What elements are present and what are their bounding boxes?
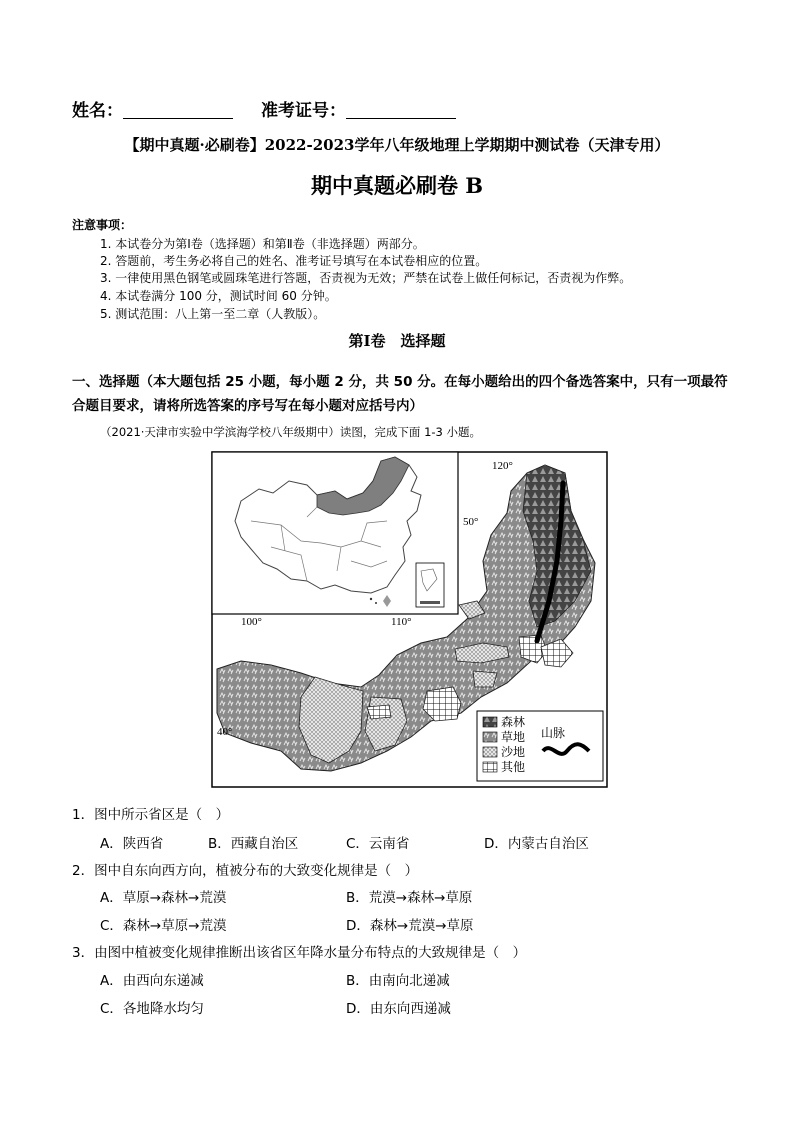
notice-item: 4. 本试卷满分 100 分，测试时间 60 分钟。 — [100, 289, 337, 303]
lat-50-label: 50° — [463, 516, 479, 528]
notice-heading: 注意事项： — [72, 218, 133, 232]
legend-forest-label: 森林 — [501, 715, 526, 729]
question-source: （2021·天津市实验中学滨海学校八年级期中）读图，完成下面 1-3 小题。 — [100, 425, 482, 439]
notice-item: 3. 一律使用黑色钢笔或圆珠笔进行答题，否责视为无效；严禁在试卷上做任何标记，否责视为作弊。 — [100, 271, 632, 285]
question-3-stem: 3．由图中植被变化规律推断出该省区年降水量分布特点的大致规律是（ ） — [72, 945, 527, 961]
legend-other-swatch — [483, 762, 497, 772]
legend-grass-swatch — [483, 732, 497, 742]
question-3-option-b[interactable]: B．由南向北递减 — [346, 973, 450, 989]
question-2-option-d[interactable]: D．森林→荒漠→草原 — [346, 918, 474, 934]
question-1-option-d[interactable]: D．内蒙古自治区 — [484, 836, 589, 852]
part-one-instructions: 一、选择题（本大题包括 25 小题，每小题 2 分，共 50 分。在每小题给出的四个备选答案中，只有一项最符合题目要求，请将所选答案的序号写在每小题对应括号内） — [72, 374, 728, 414]
lon-110-label: 110° — [391, 616, 412, 628]
map-legend — [477, 711, 603, 781]
inner-mongolia-vegetation-map — [211, 451, 608, 788]
name-label: 姓名： — [72, 101, 123, 121]
exam-number-blank[interactable] — [346, 102, 456, 119]
legend-other-label: 其他 — [501, 760, 526, 774]
notice-item: 2. 答题前，考生务必将自己的姓名、准考证号填写在本试卷相应的位置。 — [100, 254, 488, 268]
question-1-stem: 1．图中所示省区是（ ） — [72, 807, 230, 823]
question-3-option-d[interactable]: D．由东向西递减 — [346, 1001, 451, 1017]
question-3-option-c[interactable]: C．各地降水均匀 — [100, 1001, 204, 1017]
notice-item: 1. 本试卷分为第Ⅰ卷（选择题）和第Ⅱ卷（非选择题）两部分。 — [100, 237, 425, 251]
question-2-option-a[interactable]: A．草原→森林→荒漠 — [100, 890, 227, 906]
question-2-stem: 2．图中自东向西方向，植被分布的大致变化规律是（ ） — [72, 863, 419, 879]
lon-120-label: 120° — [492, 460, 513, 472]
exam-number-label: 准考证号： — [261, 101, 346, 121]
question-2-option-b[interactable]: B．荒漠→森林→草原 — [346, 890, 473, 906]
china-inset-map — [212, 452, 458, 614]
legend-sand-swatch — [483, 747, 497, 757]
lat-40-label: 40° — [217, 726, 233, 738]
candidate-header — [72, 96, 484, 121]
question-1-option-c[interactable]: C．云南省 — [346, 836, 410, 852]
legend-sand-label: 沙地 — [501, 745, 526, 759]
question-3-option-a[interactable]: A．由西向东递减 — [100, 973, 204, 989]
question-2-option-c[interactable]: C．森林→草原→荒漠 — [100, 918, 227, 934]
notice-item: 5. 测试范围：八上第一至二章（人教版）。 — [100, 307, 326, 321]
lon-100-label: 100° — [241, 616, 262, 628]
exam-title: 期中真题必刷卷 B — [310, 173, 484, 198]
question-1-option-a[interactable]: A．陕西省 — [100, 836, 164, 852]
section-title: 第Ⅰ卷 选择题 — [348, 332, 446, 350]
legend-mountain-label: 山脉 — [541, 726, 566, 740]
question-1-option-b[interactable]: B．西藏自治区 — [208, 836, 299, 852]
legend-forest-swatch — [483, 717, 497, 727]
legend-grass-label: 草地 — [501, 730, 526, 744]
name-blank[interactable] — [123, 102, 233, 119]
exam-subtitle: 【期中真题·必刷卷】2022-2023学年八年级地理上学期期中测试卷（天津专用） — [124, 136, 670, 154]
